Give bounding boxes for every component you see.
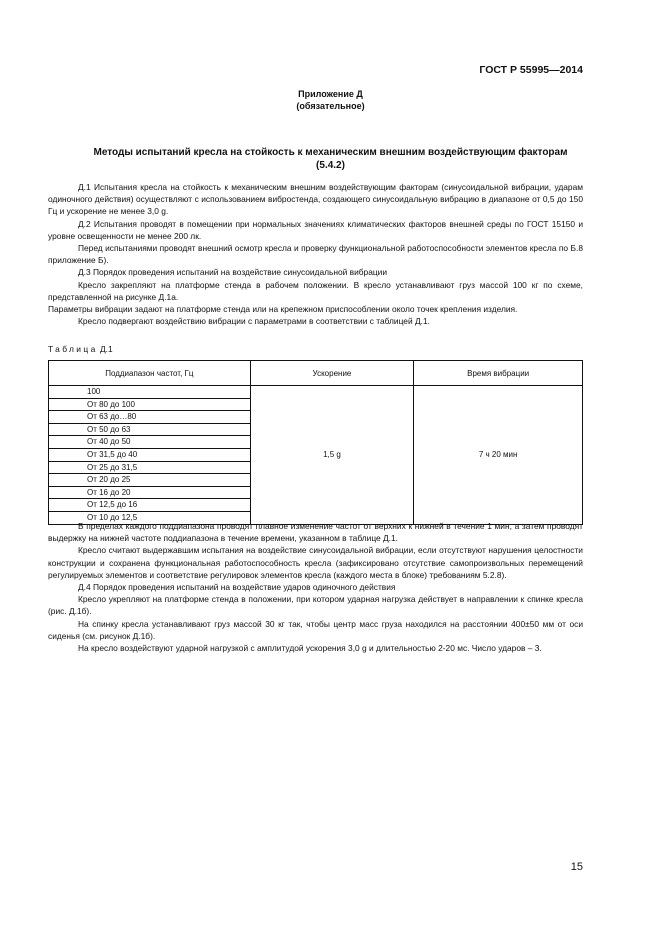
paragraph: Д.3 Порядок проведения испытаний на воздействие синусоидальной вибрации (78, 267, 388, 278)
annex-name: Приложение Д (298, 89, 363, 99)
table-body-row (49, 386, 583, 525)
annex-heading (0, 88, 661, 112)
body-text-top (48, 181, 583, 327)
header-acceleration: Ускорение (250, 361, 414, 386)
duration-cell: 7 ч 20 мин (414, 386, 583, 525)
acceleration-cell: 1,5 g (250, 386, 414, 525)
frequency-cell (49, 386, 251, 525)
frequency-range: От 25 до 31,5 (49, 462, 250, 475)
frequency-range: От 50 до 63 (49, 424, 250, 437)
frequency-range: От 20 до 25 (49, 474, 250, 487)
frequency-range: От 10 до 12,5 (87, 512, 138, 522)
header-duration: Время вибрации (414, 361, 583, 386)
paragraph: На спинку кресла устанавливают груз массой 30 кг так, чтобы центр масс груза находился на расстоянии 400±50 мм от оси сиденья (см. рисунок Д.1б). (48, 618, 583, 641)
page-number: 15 (570, 861, 583, 873)
paragraph: На кресло воздействуют ударной нагрузкой с амплитудой ускорения 3,0 g и длительностью 2-20 мс. Число ударов – 3. (78, 643, 542, 654)
paragraph: Д.4 Порядок проведения испытаний на воздействие ударов одиночного действия (78, 582, 396, 593)
frequency-range: От 80 до 100 (49, 399, 250, 412)
frequency-range: От 12,5 до 16 (49, 499, 250, 512)
annex-status: (обязательное) (296, 101, 365, 111)
table-caption (48, 344, 113, 354)
standard-number: ГОСТ Р 55995—2014 (479, 64, 583, 76)
title-line-1: Методы испытаний кресла на стойкость к механическим внешним воздействующим факторам (93, 147, 568, 158)
frequency-range: 100 (49, 386, 250, 399)
table-caption-word: Таблица (48, 344, 98, 354)
frequency-range: От 63 до…80 (49, 411, 250, 424)
annex-title (48, 147, 613, 172)
paragraph: Кресло закрепляют на платформе стенда в рабочем положении. В кресло устанавливают груз массой 100 кг по схеме, представленной на рисунке Д.1а. (48, 279, 583, 302)
paragraph: Д.1 Испытания кресла на стойкость к механическим внешним воздействующим факторам (синусоидальной вибрации, ударам одиночного действия) осуществляют с использованием вибростенда, создающего синусоидальную вибрацию в диапазоне от 0,5 до 150 Гц и ускорение не менее 3,0 g. (48, 182, 583, 217)
table-caption-number: Д.1 (99, 344, 113, 354)
table-header-row (49, 361, 583, 386)
paragraph: Д.2 Испытания проводят в помещении при нормальных значениях климатических факторов внешней среды по ГОСТ 15150 и уровне освещенности не менее 200 лк. (48, 218, 583, 241)
vibration-table (48, 360, 583, 525)
header-frequency: Поддиапазон частот, Гц (49, 361, 251, 386)
paragraph: Кресло укрепляют на платформе стенда в положении, при котором ударная нагрузка действует в направлении к спинке кресла (рис. Д.1б). (48, 594, 583, 617)
paragraph: Кресло подвергают воздействию вибрации с параметрами в соответствии с таблицей Д.1. (78, 316, 430, 327)
frequency-range: От 16 до 20 (49, 487, 250, 500)
body-text-bottom (48, 520, 583, 654)
title-line-2: (5.4.2) (316, 159, 345, 171)
paragraph: Кресло считают выдержавшим испытания на воздействие синусоидальной вибрации, если отсутствуют нарушения целостности конструкции и сохранена функциональная работоспособность кресла (зафиксировано отсутствие самопроизвольных перемещений регулируемых элементов и соответствие регулировок элементов кресла (каждого места в блоке) требованиям 5.2.8). (48, 545, 583, 580)
paragraph: Перед испытаниями проводят внешний осмотр кресла и проверку функциональной работоспособности элементов кресла по Б.8 приложение Б). (48, 243, 583, 266)
frequency-range: От 40 до 50 (49, 436, 250, 449)
paragraph: Параметры вибрации задают на платформе стенда или на крепежном приспособлении около точек крепления изделия. (48, 304, 518, 315)
paragraph: В пределах каждого поддиапазона проводят плавное изменение частот от верхних к нижней в течение 1 мин, а затем проводят выдержку на нижней частоте поддиапазона в течение времени, указанном в таблице Д.1. (48, 521, 583, 544)
frequency-range: От 31,5 до 40 (49, 449, 250, 462)
